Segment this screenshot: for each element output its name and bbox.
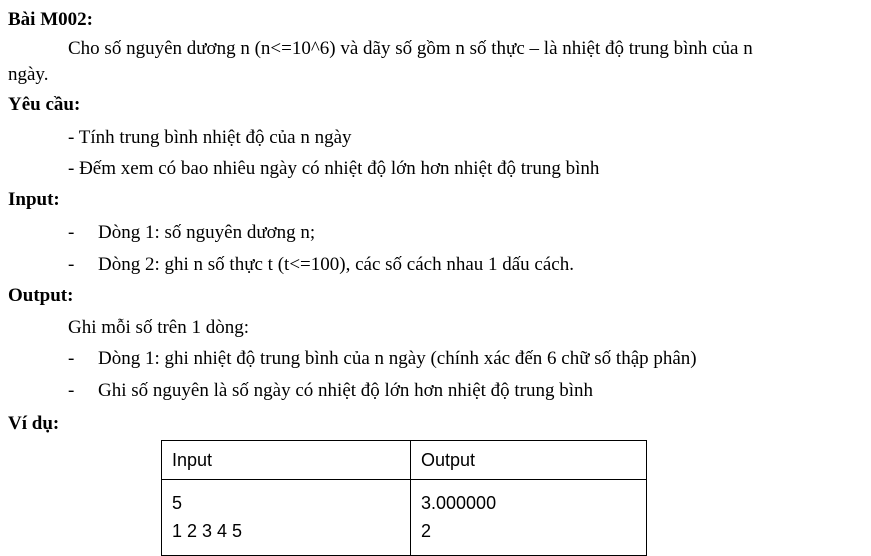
example-output-cell <box>411 480 647 556</box>
example-data-row <box>162 480 647 556</box>
example-input-line: 5 <box>172 493 183 513</box>
output-heading: Output: <box>8 285 74 306</box>
problem-description-line2: ngày. <box>8 64 49 85</box>
example-output-line: 3.000000 <box>421 493 497 513</box>
output-bullet: - <box>68 380 75 401</box>
example-header-output: Output <box>411 441 647 480</box>
output-item: Dòng 1: ghi nhiệt độ trung bình của n ngày (chính xác đến 6 chữ số thập phân) <box>98 348 697 369</box>
requirements-heading: Yêu cầu: <box>8 94 81 115</box>
problem-description-line1: Cho số nguyên dương n (n<=10^6) và dãy số gồm n số thực – là nhiệt độ trung bình của n <box>68 38 753 59</box>
example-input-cell <box>162 480 411 556</box>
input-bullet: - <box>68 222 75 243</box>
input-heading: Input: <box>8 189 60 210</box>
example-input-line: 1 2 3 4 5 <box>172 521 243 541</box>
output-bullet: - <box>68 348 75 369</box>
example-heading: Ví dụ: <box>8 413 60 434</box>
input-item: Dòng 1: số nguyên dương n; <box>98 222 316 243</box>
input-item: Dòng 2: ghi n số thực t (t<=100), các số cách nhau 1 dấu cách. <box>98 254 574 275</box>
example-table <box>161 440 647 556</box>
example-output-line: 2 <box>421 521 432 541</box>
input-bullet: - <box>68 254 75 275</box>
requirement-item: - Tính trung bình nhiệt độ của n ngày <box>68 127 352 148</box>
problem-title: Bài M002: <box>8 9 93 30</box>
requirement-item: - Đếm xem có bao nhiêu ngày có nhiệt độ lớn hơn nhiệt độ trung bình <box>68 158 600 179</box>
output-item: Ghi số nguyên là số ngày có nhiệt độ lớn hơn nhiệt độ trung bình <box>98 380 594 401</box>
output-intro: Ghi mỗi số trên 1 dòng: <box>68 317 250 338</box>
example-header-row <box>162 441 647 480</box>
example-header-input: Input <box>162 441 411 480</box>
